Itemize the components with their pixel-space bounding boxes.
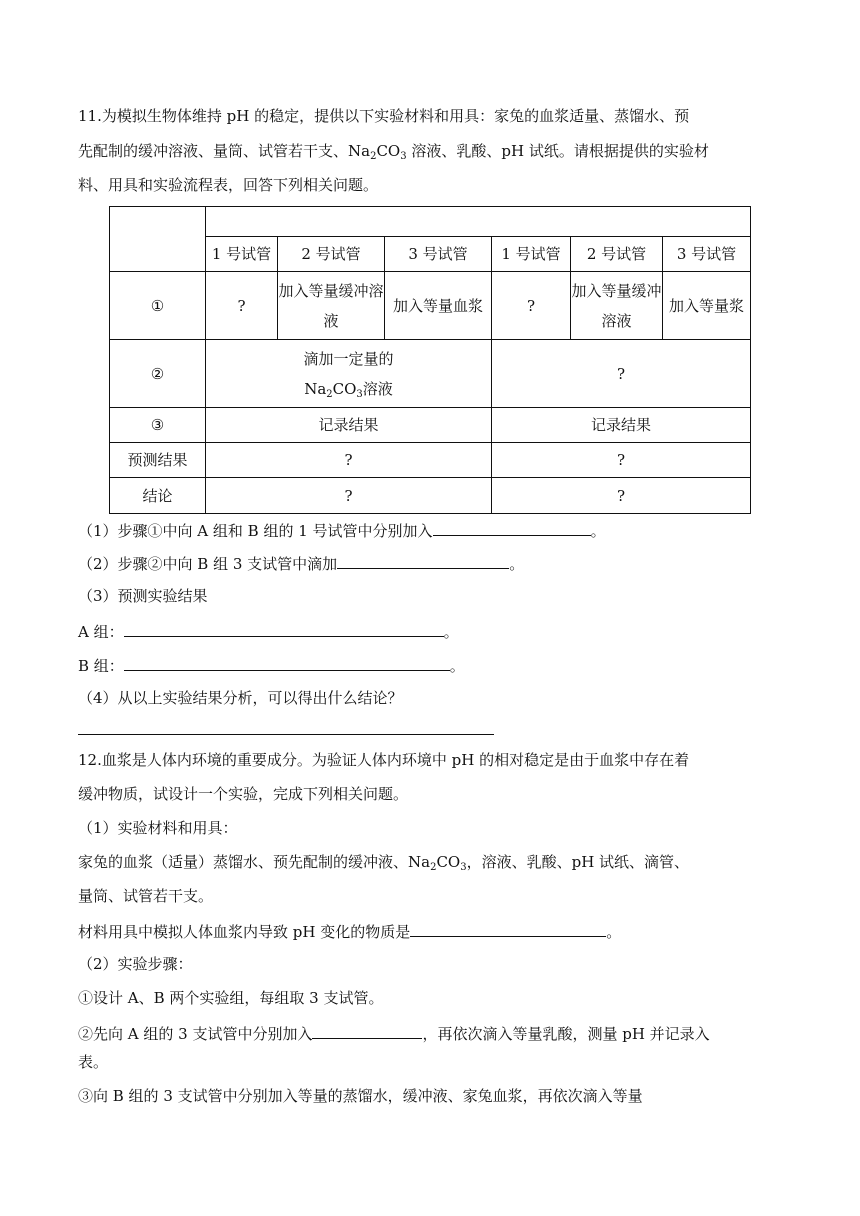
q11-sub-2: （2）步骤②中向 B 组 3 支试管中滴加 。 bbox=[78, 552, 524, 572]
cell-a-step-2 bbox=[206, 340, 492, 408]
answer-line-conclusion[interactable] bbox=[78, 734, 494, 735]
cell-b-prediction: ? bbox=[492, 443, 751, 478]
header-b-tube-3: 3 号试管 bbox=[663, 237, 751, 272]
answer-blank-1[interactable] bbox=[433, 519, 591, 536]
answer-blank-substance[interactable] bbox=[410, 920, 606, 937]
cell-b-step-3: 记录结果 bbox=[492, 408, 751, 443]
q11-line-1: 11.为模拟生物体维持 pH 的稳定，提供以下实验材料和用具：家兔的血浆适量、蒸馏水、预 bbox=[78, 107, 690, 125]
q11-sub-3: （3）预测实验结果 bbox=[78, 587, 208, 605]
q12-line-1: 12.血浆是人体内环境的重要成分。为验证人体内环境中 pH 的相对稳定是由于血浆中存在着 bbox=[78, 751, 690, 769]
q11-line-3: 料、用具和实验流程表，回答下列相关问题。 bbox=[78, 176, 379, 194]
row-label-step-3: ③ bbox=[110, 408, 206, 443]
table-group-header bbox=[206, 207, 751, 237]
q12-question: 材料用具中模拟人体血浆内导致 pH 变化的物质是 。 bbox=[78, 920, 621, 940]
cell-b-conclusion: ? bbox=[492, 478, 751, 514]
header-a-tube-1: 1 号试管 bbox=[206, 237, 278, 272]
q11-line-2: 先配制的缓冲溶液、量筒、试管若干支、$Na_2CO_3$ 溶液、乳酸、pH 试纸。请根据提供的实验材 bbox=[78, 142, 709, 162]
cell-a-1: ? bbox=[206, 272, 278, 340]
q12-sub-1: （1）实验材料和用具： bbox=[78, 819, 238, 837]
row-label-conclusion: 结论 bbox=[110, 478, 206, 514]
q12-step-2: ②先向 A 组的 3 支试管中分别加入 ，再依次滴入等量乳酸，测量 pH 并记录入 bbox=[78, 1022, 710, 1042]
cell-a-conclusion: ? bbox=[206, 478, 492, 514]
cell-b-2: 加入等量缓冲溶液 bbox=[571, 272, 663, 340]
q12-sub-2: （2）实验步骤： bbox=[78, 955, 193, 973]
row-label-step-1: ① bbox=[110, 272, 206, 340]
table-corner-cell bbox=[110, 207, 206, 272]
header-b-tube-2: 2 号试管 bbox=[571, 237, 663, 272]
q12-step-1: ①设计 A、B 两个实验组，每组取 3 支试管。 bbox=[78, 989, 384, 1007]
q12-step-2-cont: 表。 bbox=[78, 1053, 109, 1071]
cell-b-step-2: ? bbox=[492, 340, 751, 408]
answer-blank-group-a[interactable] bbox=[124, 620, 444, 637]
cell-a-step-2-line-2: $Na_2CO_3$溶液 bbox=[304, 379, 393, 400]
row-label-prediction: 预测结果 bbox=[110, 443, 206, 478]
q12-materials-2: 量筒、试管若干支。 bbox=[78, 887, 214, 905]
header-a-tube-3: 3 号试管 bbox=[385, 237, 492, 272]
row-label-step-2: ② bbox=[110, 340, 206, 408]
header-a-tube-2: 2 号试管 bbox=[278, 237, 385, 272]
cell-a-3: 加入等量血浆 bbox=[385, 272, 492, 340]
answer-blank-group-b[interactable] bbox=[124, 654, 450, 671]
answer-blank-step-2[interactable] bbox=[312, 1022, 422, 1039]
q11-group-b: B 组： 。 bbox=[78, 654, 465, 674]
q12-line-2: 缓冲物质，试设计一个实验，完成下列相关问题。 bbox=[78, 785, 409, 803]
header-b-tube-1: 1 号试管 bbox=[492, 237, 571, 272]
q11-sub-4: （4）从以上实验结果分析，可以得出什么结论？ bbox=[78, 689, 403, 707]
cell-a-step-2-line-1: 滴加一定量的 bbox=[303, 349, 394, 368]
experiment-table bbox=[109, 206, 751, 514]
cell-a-2: 加入等量缓冲溶液 bbox=[278, 272, 385, 340]
q12-step-3: ③向 B 组的 3 支试管中分别加入等量的蒸馏水，缓冲液、家兔血浆，再依次滴入等量 bbox=[78, 1087, 643, 1105]
cell-a-step-3: 记录结果 bbox=[206, 408, 492, 443]
q11-sub-1: （1）步骤①中向 A 组和 B 组的 1 号试管中分别加入 。 bbox=[78, 519, 606, 539]
cell-a-prediction: ? bbox=[206, 443, 492, 478]
answer-blank-2[interactable] bbox=[337, 552, 509, 569]
q11-group-a: A 组： 。 bbox=[78, 620, 459, 640]
cell-b-3: 加入等量浆 bbox=[663, 272, 751, 340]
q12-materials-1: 家兔的血浆（适量）蒸馏水、预先配制的缓冲液、$Na_2CO_3$，溶液、乳酸、pH 试纸、滴管、 bbox=[78, 853, 690, 873]
cell-b-1: ? bbox=[492, 272, 571, 340]
